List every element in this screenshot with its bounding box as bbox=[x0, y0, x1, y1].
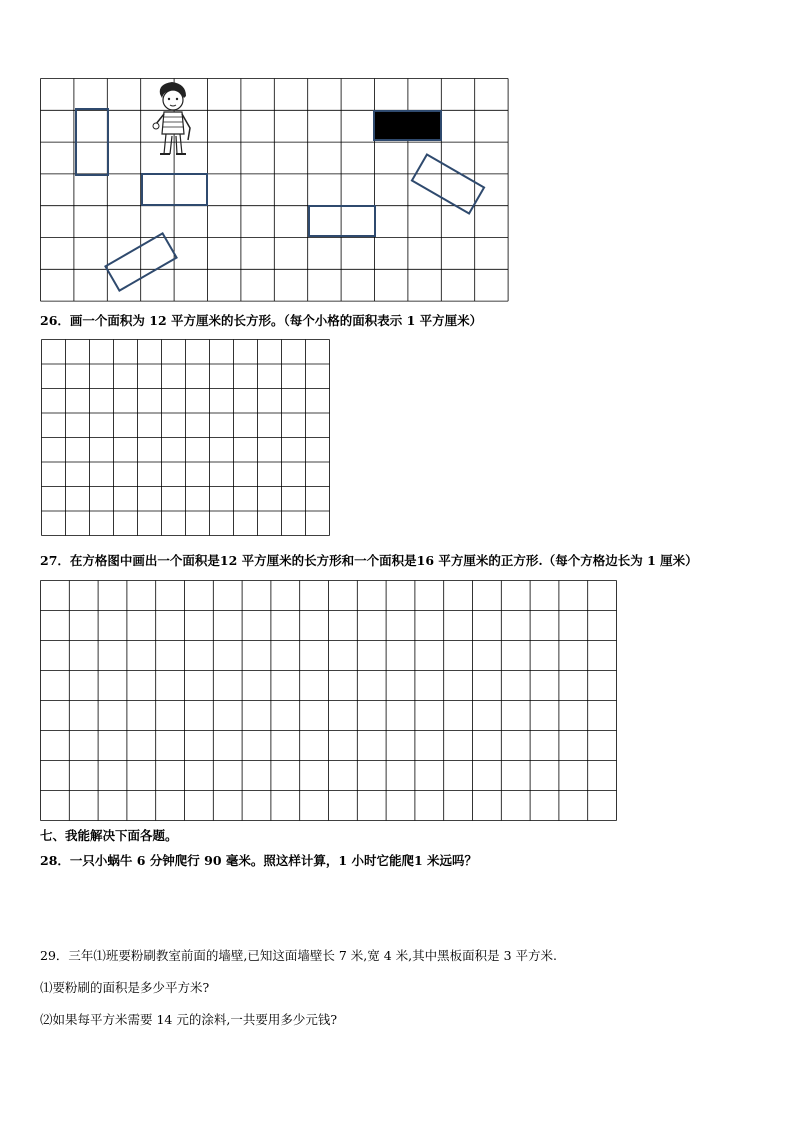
question-28: 28．一只小蜗牛 6 分钟爬行 90 毫米。照这样计算，1 小时它能爬1 米远吗？ bbox=[40, 853, 477, 868]
question-29: 29．三年⑴班要粉刷教室前面的墙壁,已知这面墙壁长 7 米,宽 4 米,其中黑板面积是 3 平方米. bbox=[40, 948, 557, 963]
boy-figure-icon bbox=[153, 82, 190, 154]
question-27: 27．在方格图中画出一个面积是12 平方厘米的长方形和一个面积是16 平方厘米的正方形.（每个方格边长为 1 厘米） bbox=[40, 553, 698, 568]
grid-27 bbox=[40, 580, 620, 823]
grid-26 bbox=[41, 339, 331, 539]
section-7-title: 七、我能解决下面各题。 bbox=[40, 828, 178, 843]
question-29-part-2: ⑵如果每平方米需要 14 元的涂料,一共要用多少元钱? bbox=[40, 1012, 338, 1027]
question-29-part-1: ⑴要粉刷的面积是多少平方米? bbox=[40, 980, 210, 995]
black-rectangle bbox=[374, 111, 441, 140]
lower-rectangle bbox=[309, 206, 375, 236]
top-grid-figure bbox=[40, 78, 510, 302]
question-26: 26．画一个面积为 12 平方厘米的长方形。（每个小格的面积表示 1 平方厘米） bbox=[40, 313, 483, 328]
tilted-rectangle-right bbox=[412, 155, 484, 214]
